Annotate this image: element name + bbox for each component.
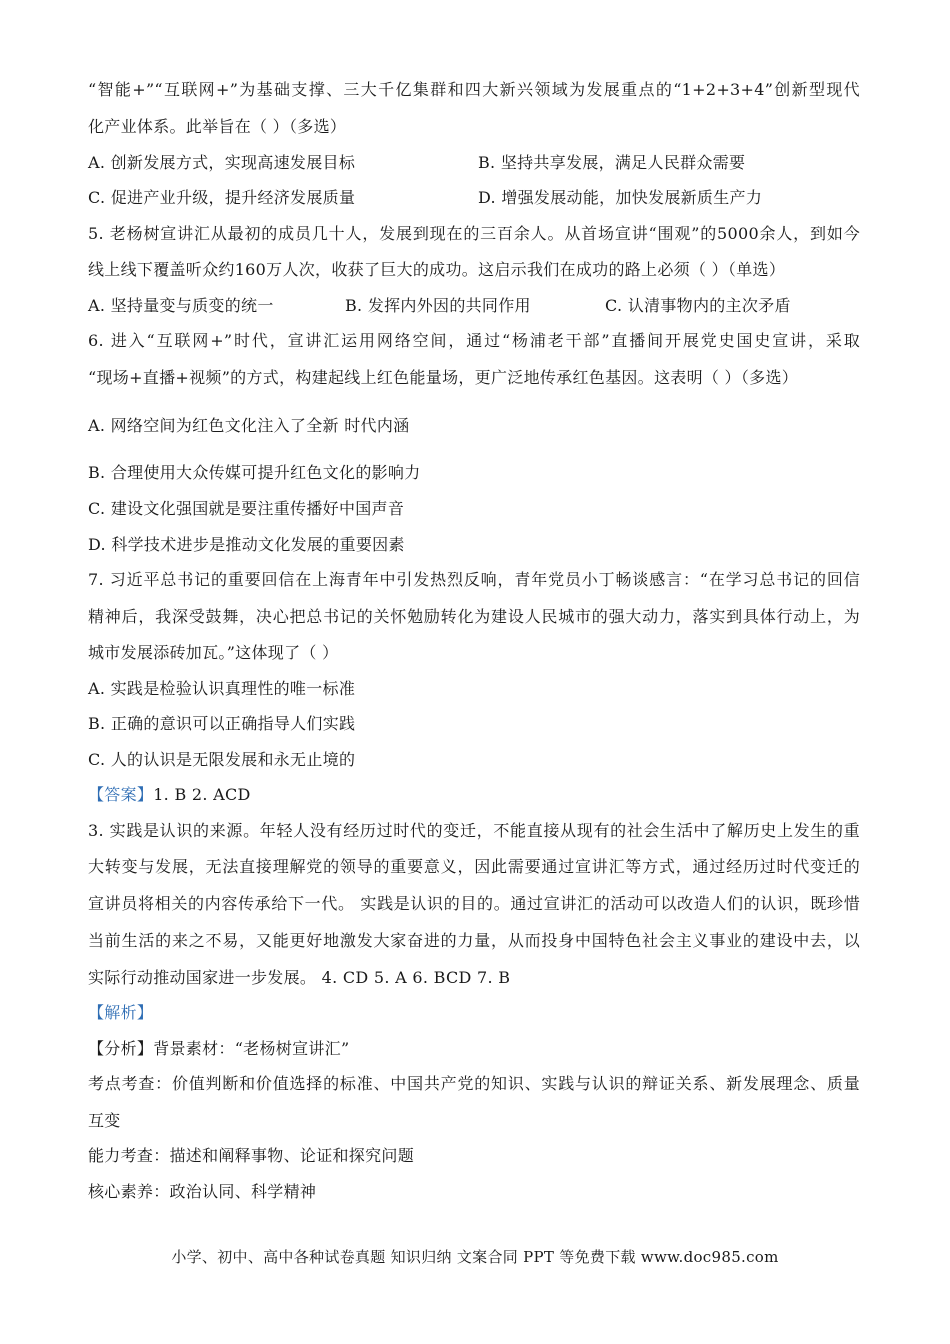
analysis-suyang: 核心素养：政治认同、科学精神 (88, 1182, 317, 1201)
answer-line-5: 实际行动推动国家进一步发展。 4. CD 5. A 6. BCD 7. B (88, 968, 511, 987)
q5-option-a: A. 坚持量变与质变的统一 (88, 296, 274, 315)
q7-stem-line-2: 精神后，我深受鼓舞，决心把总书记的关怀勉励转化为建设人民城市的强大动力，落实到具体行动上，为 (88, 607, 860, 626)
q4-stem-line-2: 化产业体系。此举旨在（ ）（多选） (88, 117, 347, 136)
q5-stem-line-2: 线上线下覆盖听众约160万人次，收获了巨大的成功。这启示我们在成功的路上必须（ ）（单选） (88, 260, 786, 279)
q6-stem-line-1: 6. 进入“互联网+”时代，宣讲汇运用网络空间，通过“杨浦老干部”直播间开展党史国史宣讲，采取 (88, 331, 860, 350)
q4-option-a: A. 创新发展方式，实现高速发展目标 (88, 153, 356, 172)
q6-option-b: B. 合理使用大众传媒可提升红色文化的影响力 (88, 463, 421, 482)
q5-options-row (88, 296, 791, 316)
analysis-fenxi: 【分析】背景素材：“老杨树宣讲汇” (88, 1039, 350, 1058)
q4-options-row-1 (88, 153, 746, 173)
answer-line-2: 大转变与发展，无法直接理解党的领导的重要意义，因此需要通过宣讲汇等方式，通过经历过时代变迁的 (88, 857, 860, 876)
analysis-kaodian-line-1: 考点考查：价值判断和价值选择的标准、中国共产党的知识、实践与认识的辩证关系、新发展理念、质量 (88, 1074, 860, 1093)
q7-stem-line-1: 7. 习近平总书记的重要回信在上海青年中引发热烈反响，青年党员小丁畅谈感言：“在学习总书记的回信 (88, 570, 860, 589)
q4-option-b: B. 坚持共享发展，满足人民群众需要 (478, 153, 746, 172)
q4-option-c: C. 促进产业升级，提升经济发展质量 (88, 188, 356, 207)
q6-option-c: C. 建设文化强国就是要注重传播好中国声音 (88, 499, 405, 518)
q5-option-b: B. 发挥内外因的共同作用 (345, 296, 531, 315)
q5-stem-line-1: 5. 老杨树宣讲汇从最初的成员几十人，发展到现在的三百余人。从首场宣讲“围观”的5000余人，到如今 (88, 224, 860, 243)
q7-option-c: C. 人的认识是无限发展和永无止境的 (88, 750, 356, 769)
answer-text: 1. B 2. ACD (153, 785, 251, 804)
q6-stem-line-2: “现场+直播+视频”的方式，构建起线上红色能量场，更广泛地传承红色基因。这表明（ ）（多选） (88, 368, 799, 387)
answer-line-4: 当前生活的来之不易，又能更好地激发大家奋进的力量，从而投身中国特色社会主义事业的建设中去，以 (88, 931, 860, 950)
q6-option-a: A. 网络空间为红色文化注入了全新 时代内涵 (88, 416, 410, 435)
q7-option-a: A. 实践是检验认识真理性的唯一标准 (88, 679, 356, 698)
analysis-label: 【解析】 (88, 1003, 154, 1022)
q4-options-row-2 (88, 188, 763, 208)
analysis-nengli: 能力考查：描述和阐释事物、论证和探究问题 (88, 1146, 415, 1165)
answer-line-1: 3. 实践是认识的来源。年轻人没有经历过时代的变迁，不能直接从现有的社会生活中了解历史上发生的重 (88, 821, 860, 840)
q6-option-d: D. 科学技术进步是推动文化发展的重要因素 (88, 535, 405, 554)
q7-option-b: B. 正确的意识可以正确指导人们实践 (88, 714, 356, 733)
page-footer: 小学、初中、高中各种试卷真题 知识归纳 文案合同 PPT 等免费下载 www.doc985.com (171, 1248, 779, 1266)
q4-option-d: D. 增强发展动能，加快发展新质生产力 (478, 188, 763, 207)
q7-stem-line-3: 城市发展添砖加瓦。”这体现了（ ） (88, 643, 339, 662)
answer-line-3: 宣讲员将相关的内容传承给下一代。 实践是认识的目的。通过宣讲汇的活动可以改造人们的认识，既珍惜 (88, 894, 860, 913)
analysis-kaodian-line-2: 互变 (88, 1111, 121, 1130)
q4-stem-line-1: “智能+”“互联网+”为基础支撑、三大千亿集群和四大新兴领域为发展重点的“1+2+3+4”创新型现代 (88, 80, 860, 99)
q5-option-c: C. 认清事物内的主次矛盾 (605, 296, 791, 315)
answer-label: 【答案】 (88, 785, 154, 804)
answer-header (88, 785, 251, 805)
